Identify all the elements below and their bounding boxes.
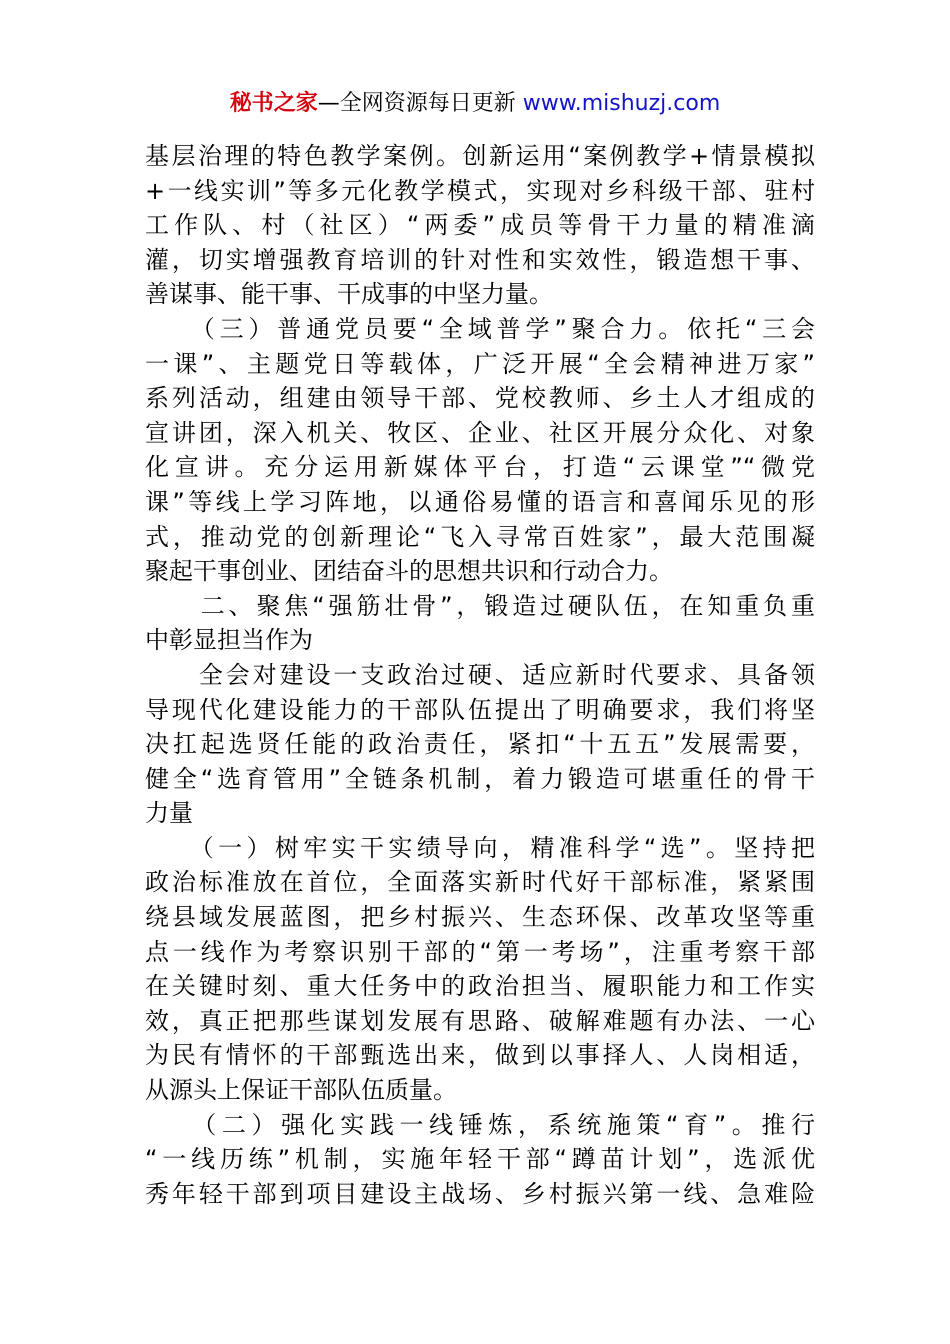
text-line: 化宣讲。充分运用新媒体平台，打造“云课堂”“微党 xyxy=(145,453,815,482)
text-line: 效，真正把那些谋划发展有思路、破解难题有办法、一心 xyxy=(145,1006,815,1035)
text-line: 政治标准放在首位，全面落实新时代好干部标准，紧紧围 xyxy=(145,868,815,897)
text-line: （三）普通党员要“全域普学”聚合力。依托“三会 xyxy=(145,314,815,343)
text-line: 善谋事、能干事、干成事的中坚力量。 xyxy=(145,280,553,309)
text-line: 聚起干事创业、团结奋斗的思想共识和行动合力。 xyxy=(145,557,673,586)
text-line: 力量 xyxy=(145,799,193,828)
text-line: 一课”、主题党日等载体，广泛开展“全会精神进万家” xyxy=(145,349,815,378)
text-line: 系列活动，组建由领导干部、党校教师、乡土人才组成的 xyxy=(145,384,815,413)
site-header xyxy=(0,86,950,122)
text-line: 式，推动党的创新理论“飞入寻常百姓家”，最大范围凝 xyxy=(145,522,815,551)
text-line: 健全“选育管用”全链条机制，着力锻造可堪重任的骨干 xyxy=(145,764,815,793)
text-line: 全会对建设一支政治过硬、适应新时代要求、具备领 xyxy=(145,660,815,689)
text-line: 宣讲团，深入机关、牧区、企业、社区开展分众化、对象 xyxy=(145,418,815,447)
section-heading-line: 中彰显担当作为 xyxy=(145,626,313,655)
text-line: 基层治理的特色教学案例。创新运用“案例教学+情景模拟 xyxy=(145,142,815,170)
site-tagline: —全网资源每日更新 xyxy=(317,91,523,116)
text-line: 秀年轻干部到项目建设主战场、乡村振兴第一线、急难险 xyxy=(145,1179,815,1208)
text-line: （二）强化实践一线锤炼，系统施策“育”。推行 xyxy=(145,1110,815,1139)
text-line: 绕县域发展蓝图，把乡村振兴、生态环保、改革攻坚等重 xyxy=(145,903,815,932)
text-line: 从源头上保证干部队伍质量。 xyxy=(145,1076,457,1105)
text-line: 为民有情怀的干部甄选出来，做到以事择人、人岗相适， xyxy=(145,1041,815,1070)
section-heading-line: 二、聚焦“强筋壮骨”，锻造过硬队伍，在知重负重 xyxy=(145,591,815,620)
text-line: 点一线作为考察识别干部的“第一考场”，注重考察干部 xyxy=(145,937,815,966)
text-line: 决扛起选贤任能的政治责任，紧扣“十五五”发展需要， xyxy=(145,730,815,759)
text-line: “一线历练”机制，实施年轻干部“蹲苗计划”，选派优 xyxy=(145,1145,815,1174)
text-line: （一）树牢实干实绩导向，精准科学“选”。坚持把 xyxy=(145,833,815,862)
document-body xyxy=(145,139,815,1211)
text-line: +一线实训”等多元化教学模式，实现对乡科级干部、驻村 xyxy=(145,176,815,205)
site-brand: 秘书之家 xyxy=(229,91,318,116)
text-line: 导现代化建设能力的干部队伍提出了明确要求，我们将坚 xyxy=(145,695,815,724)
text-line: 灌，切实增强教育培训的针对性和实效性，锻造想干事、 xyxy=(145,245,815,274)
site-url-link[interactable]: www.mishuzj.com xyxy=(522,91,721,116)
text-line: 工作队、村（社区）“两委”成员等骨干力量的精准滴 xyxy=(145,211,815,240)
text-line: 在关键时刻、重大任务中的政治担当、履职能力和工作实 xyxy=(145,972,815,1001)
text-line: 课”等线上学习阵地，以通俗易懂的语言和喜闻乐见的形 xyxy=(145,487,815,516)
